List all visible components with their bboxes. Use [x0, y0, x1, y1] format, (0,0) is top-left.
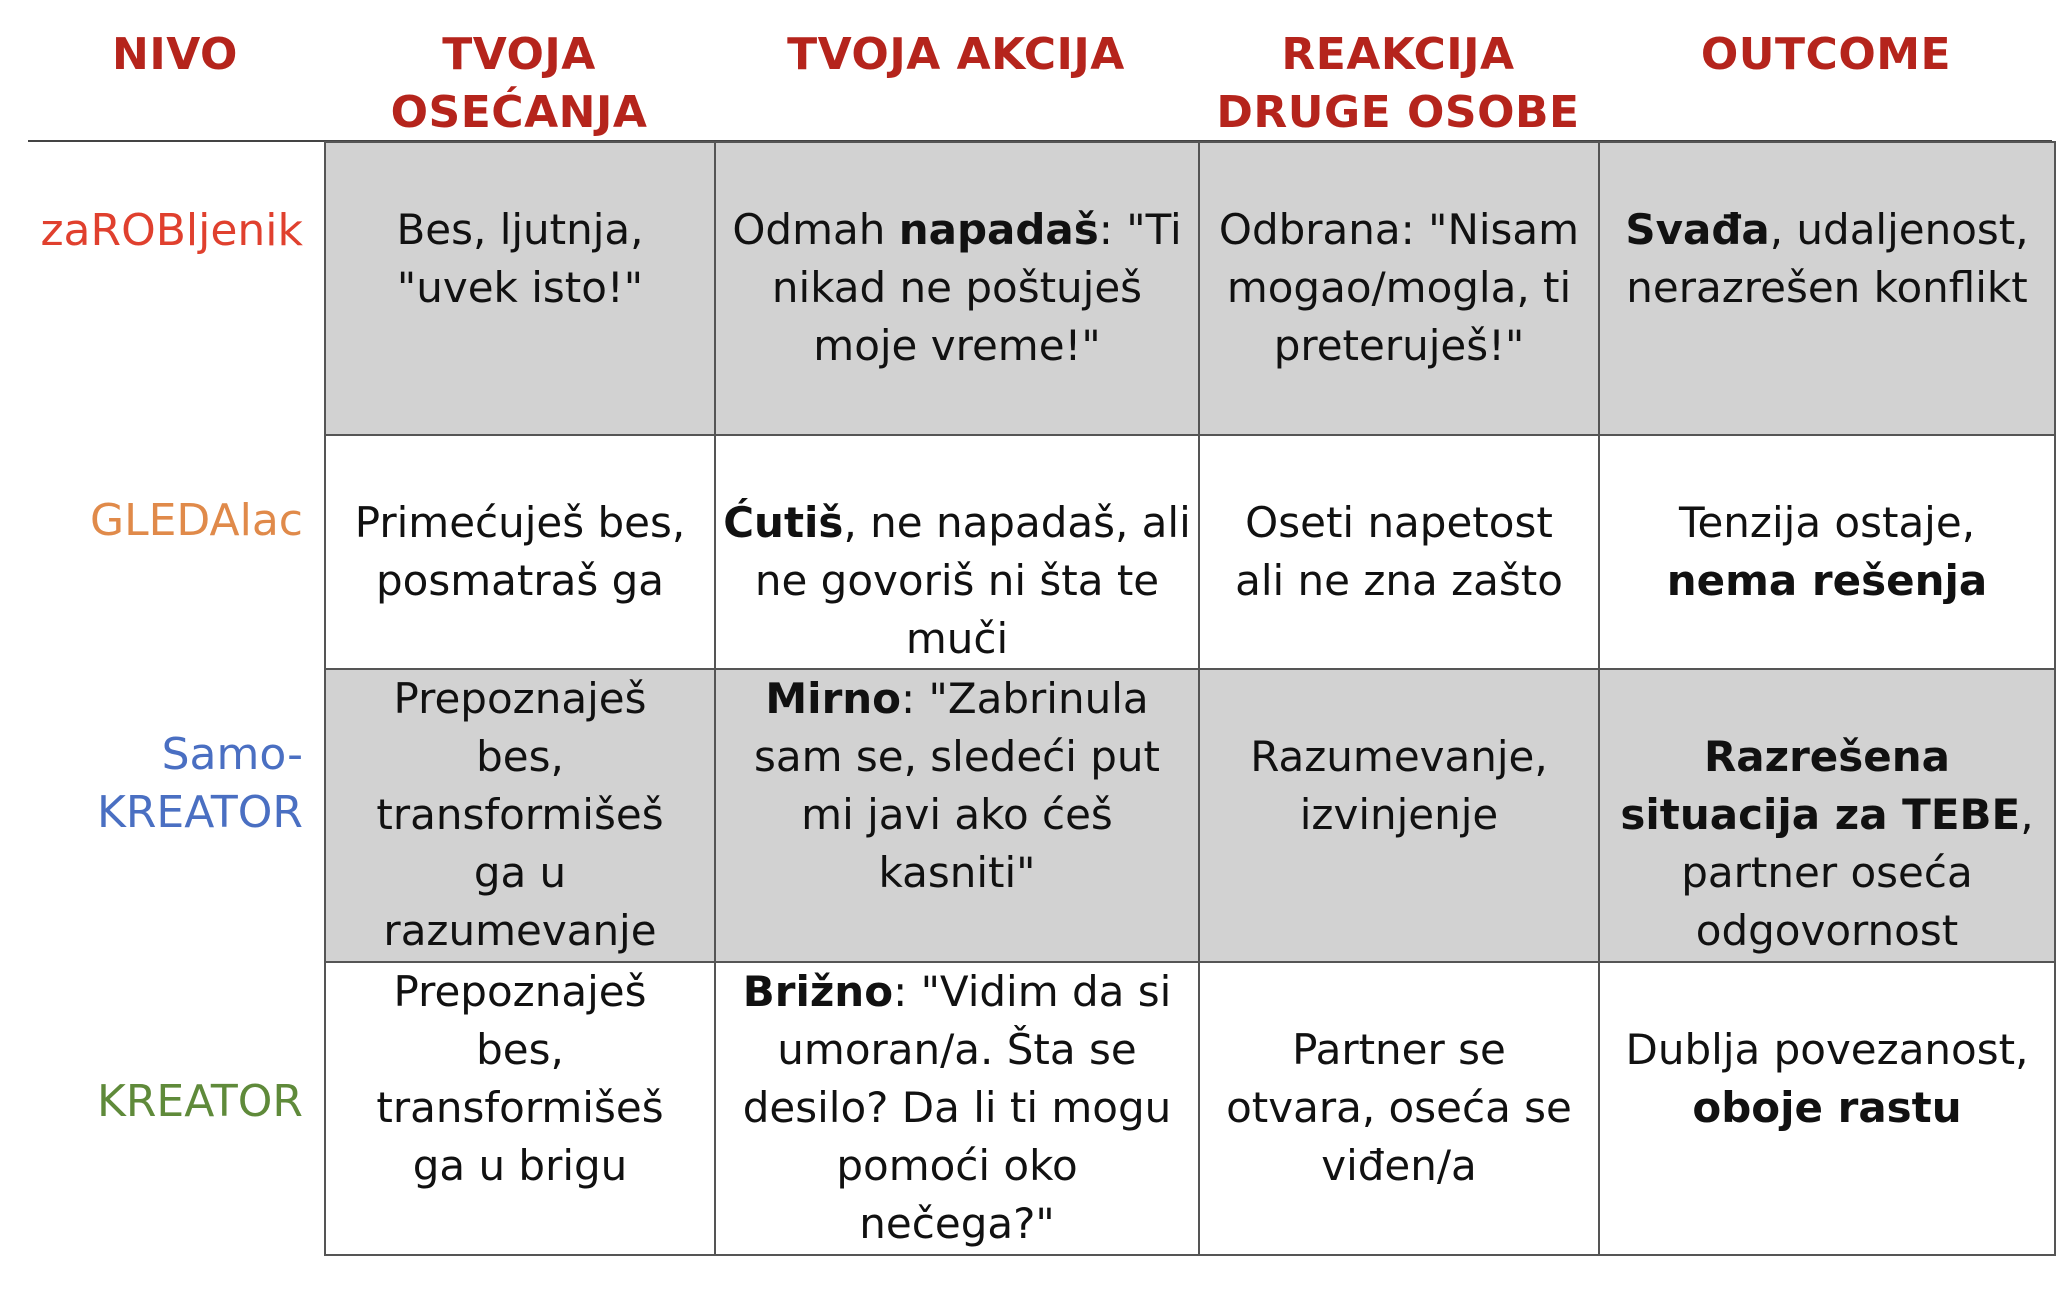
cell-feelings — [325, 669, 715, 962]
cell-text: mi javi ako ćeš — [801, 790, 1113, 839]
cell-text: partner oseća — [1681, 848, 1973, 897]
cell-text: Prepoznaješ — [393, 967, 647, 1016]
cell-text: ga u brigu — [412, 1141, 628, 1190]
cell-text: transformišeš — [376, 790, 664, 839]
cell-text: ali ne zna zašto — [1235, 556, 1563, 605]
cell-text: ga u — [473, 848, 567, 897]
cell-outcome — [1599, 142, 2055, 435]
cell-feelings — [325, 142, 715, 435]
table-row-zarobljenik — [325, 142, 2055, 435]
cell-text: otvara, oseća se — [1226, 1083, 1572, 1132]
cell-text-line — [1606, 201, 2048, 259]
table-row-gledalac — [325, 435, 2055, 669]
cell-feelings — [325, 962, 715, 1255]
cell-outcome — [1599, 962, 2055, 1255]
cell-text: preteruješ!" — [1273, 321, 1525, 370]
cell-text: razumevanje — [383, 906, 657, 955]
cell-action — [715, 962, 1199, 1255]
cell-reaction — [1199, 435, 1599, 669]
cell-text: pomoći oko — [836, 1141, 1078, 1190]
level-samokreator — [20, 726, 303, 842]
cell-text-bold: Brižno — [742, 967, 894, 1016]
cell-text: desilo? Da li ti mogu — [742, 1083, 1172, 1132]
header-tvoja-osecanja — [324, 26, 714, 142]
cell-text: mogao/mogla, ti — [1226, 263, 1572, 312]
cell-text-bold: oboje rastu — [1692, 1083, 1962, 1132]
level-kreator — [20, 1073, 303, 1131]
cell-text-line — [722, 670, 1192, 728]
header-feelings-line2: OSEĆANJA — [390, 87, 648, 138]
cell-text: Partner se — [1292, 1025, 1506, 1074]
cell-text-bold: Mirno — [765, 674, 902, 723]
level-kreator-label: KREATOR — [97, 1076, 303, 1127]
cell-text: ne govoriš ni šta te — [754, 556, 1160, 605]
header-feelings-line1: TVOJA — [442, 29, 596, 80]
cell-text-bold: nema rešenja — [1666, 556, 1988, 605]
cell-text: bes, — [476, 1025, 564, 1074]
header-nivo-label: NIVO — [112, 29, 238, 80]
cell-reaction — [1199, 142, 1599, 435]
cell-text: odgovornost — [1695, 906, 1959, 955]
cell-action — [715, 142, 1199, 435]
header-action-label: TVOJA AKCIJA — [787, 29, 1125, 80]
level-gledalac — [20, 492, 303, 550]
cell-text: Primećuješ bes, — [354, 498, 686, 547]
header-outcome-label: OUTCOME — [1700, 29, 1952, 80]
cell-text: viđen/a — [1321, 1141, 1477, 1190]
cell-action — [715, 435, 1199, 669]
cell-text-line — [722, 963, 1192, 1021]
cell-text-bold: Ćutiš — [723, 498, 844, 547]
cell-text: Oseti napetost — [1245, 498, 1553, 547]
cell-text: transformišeš — [376, 1083, 664, 1132]
cell-text-line — [1606, 786, 2048, 844]
cell-text: Dublja povezanost, — [1625, 1025, 2029, 1074]
cell-text: , — [2020, 790, 2034, 839]
cell-text: Prepoznaješ — [393, 674, 647, 723]
cell-text: posmatraš ga — [376, 556, 664, 605]
cell-reaction — [1199, 669, 1599, 962]
cell-text-line — [722, 494, 1192, 552]
level-zarobljenik — [20, 202, 303, 260]
cell-text: sam se, sledeći put — [753, 732, 1161, 781]
cell-text: , ne napadaš, ali — [843, 498, 1191, 547]
level-samokreator-line2: KREATOR — [97, 787, 303, 838]
cell-text: "uvek isto!" — [396, 263, 644, 312]
table-row-kreator — [325, 962, 2055, 1255]
cell-text-bold: napadaš — [898, 205, 1099, 254]
cell-text: , udaljenost, — [1769, 205, 2029, 254]
levels-table — [324, 141, 2056, 1256]
cell-outcome — [1599, 435, 2055, 669]
cell-text: izvinjenje — [1299, 790, 1499, 839]
cell-text: muči — [905, 614, 1009, 663]
cell-text: nečega?" — [859, 1199, 1055, 1248]
level-samokreator-line1: Samo- — [161, 729, 303, 780]
cell-text: : "Vidim da si — [893, 967, 1172, 1016]
cell-text: : "Ti — [1098, 205, 1182, 254]
cell-text-bold: Razrešena — [1703, 732, 1951, 781]
cell-text: nikad ne poštuješ — [771, 263, 1143, 312]
header-reaction-line2: DRUGE OSOBE — [1216, 87, 1580, 138]
cell-text-bold: Svađa — [1625, 205, 1770, 254]
cell-text: bes, — [476, 732, 564, 781]
level-gledalac-label: GLEDAlac — [90, 495, 303, 546]
cell-text: Razumevanje, — [1250, 732, 1548, 781]
cell-text: Bes, ljutnja, — [396, 205, 644, 254]
cell-action — [715, 669, 1199, 962]
cell-outcome — [1599, 669, 2055, 962]
level-zarobljenik-label: zaROBljenik — [40, 205, 303, 256]
cell-text: moje vreme!" — [813, 321, 1101, 370]
header-reakcija — [1198, 26, 1598, 142]
cell-text: : "Zabrinula — [901, 674, 1149, 723]
table-row-samokreator — [325, 669, 2055, 962]
header-outcome — [1598, 26, 2054, 84]
header-reaction-line1: REAKCIJA — [1281, 29, 1515, 80]
header-tvoja-akcija — [714, 26, 1198, 84]
cell-text-bold: situacija za TEBE — [1620, 790, 2021, 839]
cell-text-line — [722, 201, 1192, 259]
cell-text: kasniti" — [878, 848, 1036, 897]
cell-text: Odmah — [732, 205, 899, 254]
cell-text: Odbrana: "Nisam — [1218, 205, 1580, 254]
header-nivo — [100, 26, 250, 84]
cell-reaction — [1199, 962, 1599, 1255]
cell-text: nerazrešen konflikt — [1626, 263, 2028, 312]
cell-text: umoran/a. Šta se — [777, 1025, 1137, 1074]
cell-text: Tenzija ostaje, — [1678, 498, 1976, 547]
cell-feelings — [325, 435, 715, 669]
